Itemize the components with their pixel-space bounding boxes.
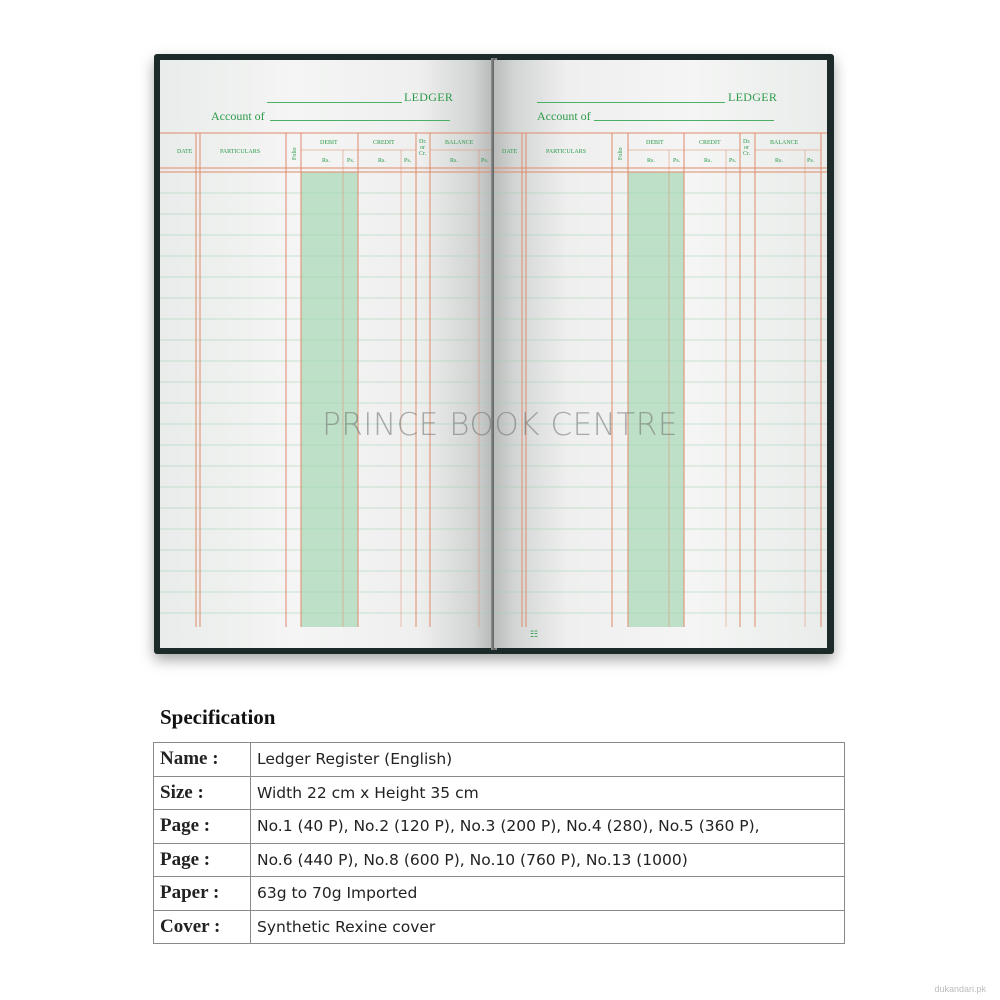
credit-ps-header: Ps. xyxy=(404,158,412,164)
credit-header: CREDIT xyxy=(699,140,721,146)
dr-header: Dr. xyxy=(419,139,427,145)
spec-row-cover xyxy=(154,910,845,944)
watermark: PRINCE BOOK CENTRE xyxy=(322,407,678,443)
specification-table xyxy=(153,742,845,944)
balance-ps-header: Ps. xyxy=(481,158,489,164)
spec-row-paper xyxy=(154,877,845,911)
folio-header: Folio xyxy=(618,147,624,160)
debit-header: DEBIT xyxy=(646,140,664,146)
debit-column-shading xyxy=(301,172,358,627)
ledger-title: LEDGER xyxy=(728,90,778,104)
credit-rs-header: Rs. xyxy=(378,158,386,164)
cr-header: Cr. xyxy=(419,151,427,157)
ledger-title: LEDGER xyxy=(404,90,454,104)
spec-label: Name : xyxy=(154,743,251,777)
balance-header: BALANCE xyxy=(445,140,474,146)
ledger-grid xyxy=(494,60,827,648)
spec-row-name xyxy=(154,743,845,777)
ledger-left-page xyxy=(160,60,493,648)
debit-rs-header: Rs. xyxy=(322,158,330,164)
folio-header: Folio xyxy=(292,147,298,160)
balance-rs-header: Rs. xyxy=(775,158,783,164)
balance-rs-header: Rs. xyxy=(450,158,458,164)
specification-heading: Specification xyxy=(160,705,276,729)
spec-value: No.6 (440 P), No.8 (600 P), No.10 (760 P), No.13 (1000) xyxy=(251,843,845,877)
credit-rs-header: Rs. xyxy=(704,158,712,164)
spec-row-size xyxy=(154,776,845,810)
spec-value: No.1 (40 P), No.2 (120 P), No.3 (200 P), No.4 (280), No.5 (360 P), xyxy=(251,810,845,844)
dr-header: Dr. xyxy=(743,139,751,145)
spec-label: Cover : xyxy=(154,910,251,944)
spec-value: Synthetic Rexine cover xyxy=(251,910,845,944)
account-of-line xyxy=(270,120,450,121)
spec-value: 63g to 70g Imported xyxy=(251,877,845,911)
balance-header: BALANCE xyxy=(770,140,799,146)
date-header: DATE xyxy=(177,149,193,155)
date-header: DATE xyxy=(502,149,518,155)
spec-value: Ledger Register (English) xyxy=(251,743,845,777)
ledger-right-page xyxy=(494,60,827,648)
ledger-title-line xyxy=(267,102,402,103)
particulars-header: PARTICULARS xyxy=(546,149,587,155)
credit-ps-header: Ps. xyxy=(729,158,737,164)
debit-header: DEBIT xyxy=(320,140,338,146)
credit-header: CREDIT xyxy=(373,140,395,146)
spec-label: Page : xyxy=(154,810,251,844)
ledger-grid xyxy=(160,60,493,648)
particulars-header: PARTICULARS xyxy=(220,149,261,155)
spec-row-page xyxy=(154,810,845,844)
debit-column-shading xyxy=(628,172,684,627)
publisher-logo-icon: ☷ xyxy=(530,629,539,639)
cr-header: Cr. xyxy=(743,151,751,157)
spec-label: Page : xyxy=(154,843,251,877)
site-credit: dukandari.pk xyxy=(934,984,986,994)
account-of-line xyxy=(594,120,774,121)
or-header: or xyxy=(744,145,749,151)
spec-label: Paper : xyxy=(154,877,251,911)
ledger-book-image xyxy=(154,54,834,654)
debit-rs-header: Rs. xyxy=(647,158,655,164)
spec-value: Width 22 cm x Height 35 cm xyxy=(251,776,845,810)
balance-ps-header: Ps. xyxy=(807,158,815,164)
ledger-title-line xyxy=(537,102,725,103)
spec-row-page xyxy=(154,843,845,877)
account-of-label: Account of xyxy=(537,109,591,123)
spec-label: Size : xyxy=(154,776,251,810)
debit-ps-header: Ps. xyxy=(347,158,355,164)
debit-ps-header: Ps. xyxy=(673,158,681,164)
account-of-label: Account of xyxy=(211,109,265,123)
or-header: or xyxy=(420,145,425,151)
